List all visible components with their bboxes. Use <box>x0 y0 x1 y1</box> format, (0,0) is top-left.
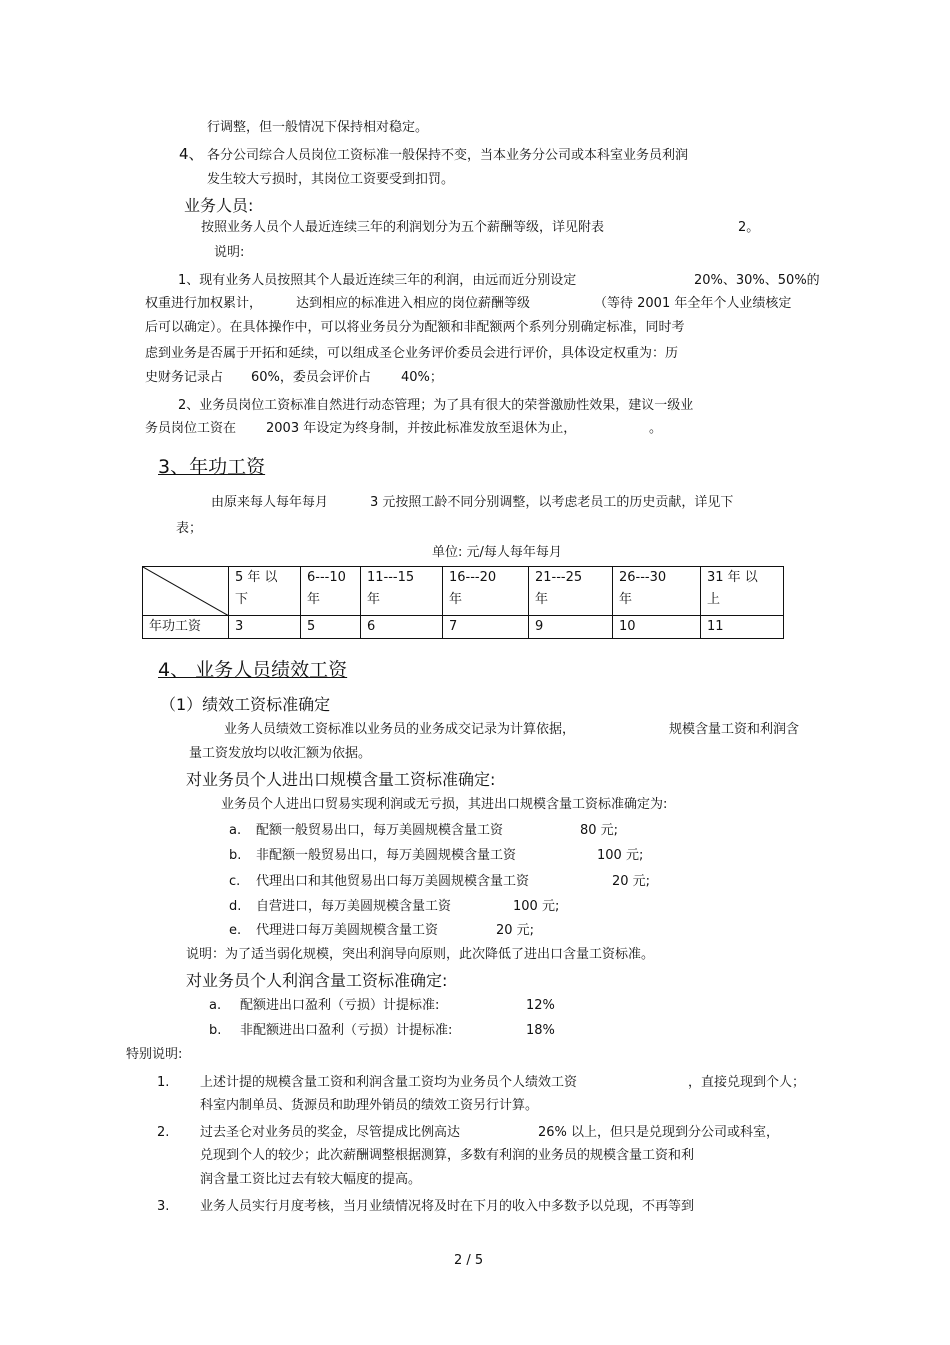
text-line: 权重进行加权累计， <box>145 296 263 311</box>
table-cell: 6 <box>361 616 443 639</box>
list-marker: 1. <box>157 1075 170 1090</box>
text-line: 。 <box>649 421 663 436</box>
list-item: 配额一般贸易出口，每万美圆规模含量工资 <box>256 823 504 838</box>
page-number: 2 / 5 <box>454 1253 484 1268</box>
text-line: 各分公司综合人员岗位工资标准一般保持不变，当本业务分公司或本科室业务员利润 <box>207 148 689 163</box>
subsection-heading: （1）绩效工资标准确定 <box>160 695 331 714</box>
list-item: 过去圣仑对业务员的奖金，尽管提成比例高达 <box>200 1125 461 1140</box>
list-item: 非配额一般贸易出口，每万美圆规模含量工资 <box>256 848 517 863</box>
table-cell: 7 <box>443 616 529 639</box>
text-line: 表； <box>176 521 203 536</box>
table-cell: 9 <box>529 616 613 639</box>
list-item: 上述计提的规模含量工资和利润含量工资均为业务员个人绩效工资 <box>200 1075 578 1090</box>
list-item: 配额进出口盈利（亏损）计提标准: <box>240 998 440 1013</box>
text-line: 达到相应的标准进入相应的岗位薪酬等级 <box>296 296 531 311</box>
list-marker: 2. <box>157 1125 170 1140</box>
text-line: 虑到业务是否属于开拓和延续，可以组成圣仑业务评价委员会进行评价，具体设定权重为：历 <box>145 346 679 361</box>
text-line: 量工资发放均以收汇额为依据。 <box>189 746 372 761</box>
table-header-cell: 21---25 年 <box>529 567 613 616</box>
list-marker: b. <box>209 1023 222 1038</box>
text-line: 发生较大亏损时，其岗位工资要受到扣罚。 <box>207 172 455 187</box>
list-item: 润含量工资比过去有较大幅度的提高。 <box>200 1172 422 1187</box>
section-label: 业务人员: <box>184 196 254 215</box>
section-heading: 4、 业务人员绩效工资 <box>158 659 348 681</box>
text-line: 业务员个人进出口贸易实现利润或无亏损，其进出口规模含量工资标准确定为: <box>221 797 668 812</box>
text-line: 特别说明: <box>126 1047 183 1062</box>
list-value: 18% <box>526 1023 555 1038</box>
table-row <box>143 616 784 639</box>
text-line: 40%； <box>401 370 443 385</box>
list-marker: e. <box>229 923 242 938</box>
text-line: 3 元按照工龄不同分别调整，以考虑老员工的历史贡献，详见下 <box>370 495 734 510</box>
table-header-cell: 16---20 年 <box>443 567 529 616</box>
list-marker: c. <box>229 874 241 889</box>
list-item: 代理进口每万美圆规模含量工资 <box>256 923 439 938</box>
text-line: 1、现有业务人员按照其个人最近连续三年的利润，由远而近分别设定 <box>178 273 577 288</box>
text-line: 务员岗位工资在 <box>145 421 237 436</box>
list-marker: 3. <box>157 1199 170 1214</box>
table-header-cell: 5 年 以 下 <box>229 567 301 616</box>
text-line: 业务人员绩效工资标准以业务员的业务成交记录为计算依据， <box>224 722 576 737</box>
list-item: 兑现到个人的较少；此次薪酬调整根据测算，多数有利润的业务员的规模含量工资和利 <box>200 1148 695 1163</box>
list-marker: a. <box>229 823 242 838</box>
seniority-pay-table <box>142 566 784 639</box>
list-item: 非配额进出口盈利（亏损）计提标准: <box>240 1023 453 1038</box>
table-header-cell: 26---30 年 <box>613 567 701 616</box>
table-row-label: 年功工资 <box>143 616 229 639</box>
list-item: 业务人员实行月度考核，当月业绩情况将及时在下月的收入中多数予以兑现，不再等到 <box>200 1199 695 1214</box>
table-cell: 11 <box>701 616 784 639</box>
diagonal-line <box>143 567 229 616</box>
list-item: 科室内制单员、货源员和助理外销员的绩效工资另行计算。 <box>200 1098 539 1113</box>
list-value: 20 元; <box>612 874 651 889</box>
text-line: 行调整，但一般情况下保持相对稳定。 <box>207 120 429 135</box>
list-value: 12% <box>526 998 555 1013</box>
subsection-heading: 对业务员个人进出口规模含量工资标准确定: <box>186 770 496 789</box>
text-line: 规模含量工资和利润含 <box>669 722 800 737</box>
list-item: 自营进口，每万美圆规模含量工资 <box>256 899 452 914</box>
text-line: 2。 <box>738 220 760 235</box>
list-value: 100 元; <box>597 848 644 863</box>
list-item: 代理出口和其他贸易出口每万美圆规模含量工资 <box>256 874 530 889</box>
table-header-cell: 11---15 年 <box>361 567 443 616</box>
table-cell: 3 <box>229 616 301 639</box>
list-item: ，直接兑现到个人； <box>688 1075 806 1090</box>
text-line: 由原来每人每年每月 <box>211 495 329 510</box>
list-marker: b. <box>229 848 242 863</box>
text-line: 说明：为了适当弱化规模，突出利润导向原则，此次降低了进出口含量工资标准。 <box>186 947 655 962</box>
table-cell: 5 <box>301 616 361 639</box>
text-line: 说明: <box>214 245 245 260</box>
table-unit: 单位: 元/每人每年每月 <box>432 545 562 560</box>
list-number: 4、 <box>179 145 204 163</box>
text-line: 史财务记录占 <box>145 370 224 385</box>
table-header-cell: 31 年 以 上 <box>701 567 784 616</box>
list-value: 80 元; <box>580 823 619 838</box>
text-line: 60%，委员会评价占 <box>251 370 371 385</box>
text-line: 按照业务人员个人最近连续三年的利润划分为五个薪酬等级，详见附表 <box>201 220 605 235</box>
list-marker: a. <box>209 998 222 1013</box>
list-value: 100 元; <box>513 899 560 914</box>
text-line: 2003 年设定为终身制，并按此标准发放至退休为止， <box>266 421 577 436</box>
table-cell: 10 <box>613 616 701 639</box>
text-line: 后可以确定）。在具体操作中，可以将业务员分为配额和非配额两个系列分别确定标准，同时考 <box>145 320 685 335</box>
subsection-heading: 对业务员个人利润含量工资标准确定: <box>186 971 448 990</box>
table-corner-cell <box>143 567 229 616</box>
list-value: 20 元; <box>496 923 535 938</box>
text-line: 2、业务员岗位工资标准自然进行动态管理；为了具有很大的荣誉激励性效果，建议一级业 <box>178 398 694 413</box>
text-line: （等待 2001 年全年个人业绩核定 <box>594 296 792 311</box>
list-marker: d. <box>229 899 242 914</box>
section-heading: 3、年功工资 <box>158 456 266 478</box>
list-item: 26% 以上，但只是兑现到分公司或科室， <box>538 1125 780 1140</box>
table-header-cell: 6---10 年 <box>301 567 361 616</box>
text-line: 20%、30%、50%的 <box>694 273 820 288</box>
